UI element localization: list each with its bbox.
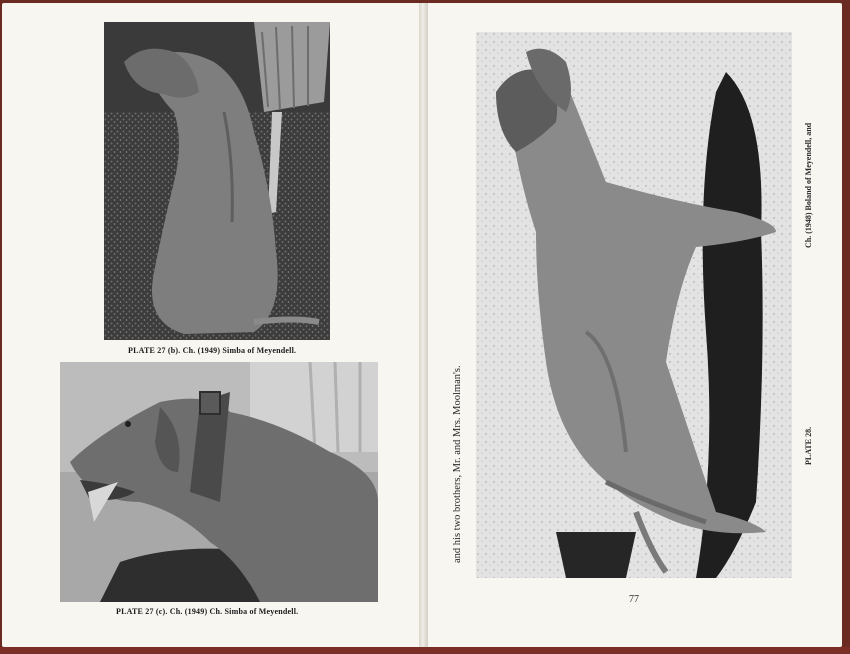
page-number: 77 bbox=[629, 594, 639, 605]
plate-28-label: PLATE 28. bbox=[804, 426, 813, 465]
photo-simba-head bbox=[60, 362, 378, 602]
plate-28-caption: Ch. (1948) Boland of Meyendell, and bbox=[804, 122, 813, 248]
plate-27b-caption: PLATE 27 (b). Ch. (1949) Simba of Meyendell. bbox=[128, 346, 297, 355]
plate-27c-caption: PLATE 27 (c). Ch. (1949) Ch. Simba of Meyendell. bbox=[116, 607, 299, 616]
photo-boland-standing bbox=[476, 32, 792, 578]
photo-simba-seated bbox=[104, 22, 330, 340]
body-text-line: and his two brothers, Mr. and Mrs. Moolman's. bbox=[452, 365, 463, 563]
book-cover-edge bbox=[0, 647, 850, 654]
